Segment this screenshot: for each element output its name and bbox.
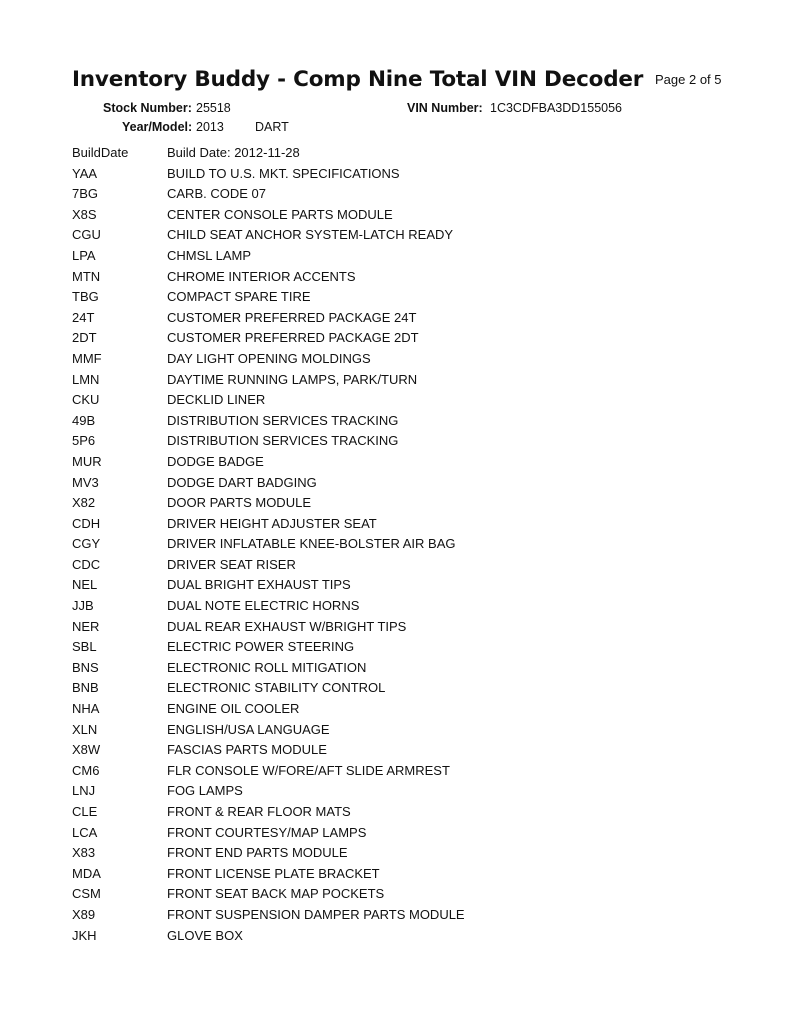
option-description: DUAL NOTE ELECTRIC HORNS	[167, 598, 360, 614]
option-row	[72, 270, 772, 291]
option-code: NHA	[72, 701, 100, 717]
option-description: DUAL REAR EXHAUST W/BRIGHT TIPS	[167, 618, 407, 634]
option-description: FRONT SUSPENSION DAMPER PARTS MODULE	[167, 906, 465, 922]
option-description: ENGLISH/USA LANGUAGE	[167, 721, 330, 737]
option-code: SBL	[72, 639, 97, 655]
option-code: MV3	[72, 474, 99, 490]
option-description: FASCIAS PARTS MODULE	[167, 742, 327, 758]
option-description: CUSTOMER PREFERRED PACKAGE 2DT	[167, 330, 419, 346]
option-row	[72, 867, 772, 888]
option-code: LCA	[72, 824, 98, 840]
option-row	[72, 228, 772, 249]
option-code: X83	[72, 845, 96, 861]
option-description: DRIVER HEIGHT ADJUSTER SEAT	[167, 515, 377, 531]
option-code: BNS	[72, 659, 99, 675]
option-row	[72, 393, 772, 414]
option-code: NEL	[72, 577, 98, 593]
option-code: LPA	[72, 247, 96, 263]
option-description: FRONT LICENSE PLATE BRACKET	[167, 865, 380, 881]
option-code: LMN	[72, 371, 100, 387]
option-row	[72, 496, 772, 517]
option-code: CLE	[72, 804, 98, 819]
stock-number-label: Stock Number:	[103, 101, 192, 115]
option-code: YAA	[72, 165, 98, 181]
option-code: CDH	[72, 515, 101, 531]
option-row	[72, 290, 772, 311]
option-code: MDA	[72, 865, 101, 881]
option-description: ENGINE OIL COOLER	[167, 701, 300, 717]
option-code: 5P6	[72, 433, 96, 449]
option-description: DISTRIBUTION SERVICES TRACKING	[167, 433, 399, 449]
option-code: BuildDate	[72, 145, 129, 160]
option-code: CSM	[72, 886, 101, 902]
option-code: MTN	[72, 268, 101, 284]
option-row	[72, 846, 772, 867]
option-row	[72, 661, 772, 682]
option-description: GLOVE BOX	[167, 927, 243, 943]
option-code: X8W	[72, 742, 101, 758]
option-row	[72, 352, 772, 373]
option-code-list	[72, 146, 772, 949]
option-description: DECKLID LINER	[167, 392, 266, 408]
option-row	[72, 826, 772, 847]
option-row	[72, 537, 772, 558]
option-description: CENTER CONSOLE PARTS MODULE	[167, 206, 393, 222]
option-code: 7BG	[72, 186, 99, 202]
option-code: X82	[72, 495, 96, 511]
option-description: CARB. CODE 07	[167, 186, 266, 202]
option-description: CUSTOMER PREFERRED PACKAGE 24T	[167, 309, 417, 325]
option-row	[72, 784, 772, 805]
option-row	[72, 702, 772, 723]
option-description: ELECTRONIC ROLL MITIGATION	[167, 659, 367, 675]
vin-number-label: VIN Number:	[407, 101, 483, 115]
vin-number-value: 1C3CDFBA3DD155056	[490, 101, 623, 115]
option-row	[72, 887, 772, 908]
option-row	[72, 331, 772, 352]
option-code: LNJ	[72, 783, 96, 799]
option-code: NER	[72, 618, 100, 634]
option-description: CHMSL LAMP	[167, 247, 252, 263]
option-description: DRIVER SEAT RISER	[167, 556, 296, 572]
option-row	[72, 311, 772, 332]
option-code: BNB	[72, 680, 99, 696]
option-row	[72, 743, 772, 764]
option-code: CGY	[72, 536, 101, 552]
option-description: CHILD SEAT ANCHOR SYSTEM-LATCH READY	[167, 227, 454, 243]
option-row	[72, 167, 772, 188]
option-code: CDC	[72, 556, 101, 572]
option-row	[72, 414, 772, 435]
option-row	[72, 723, 772, 744]
option-description: FRONT COURTESY/MAP LAMPS	[167, 824, 367, 840]
option-description: DAY LIGHT OPENING MOLDINGS	[167, 350, 371, 366]
option-row	[72, 373, 772, 394]
option-row	[72, 620, 772, 641]
option-code: XLN	[72, 721, 98, 737]
option-code: X8S	[72, 206, 97, 222]
page-number: Page 2 of 5	[655, 72, 722, 87]
option-row	[72, 558, 772, 579]
option-row	[72, 517, 772, 538]
option-row	[72, 640, 772, 661]
option-row	[72, 764, 772, 785]
option-code: MUR	[72, 453, 102, 469]
option-description: ELECTRONIC STABILITY CONTROL	[167, 680, 386, 696]
option-row	[72, 476, 772, 497]
option-code: TBG	[72, 289, 99, 305]
option-code: CGU	[72, 227, 101, 243]
option-row	[72, 578, 772, 599]
option-description: FLR CONSOLE W/FORE/AFT SLIDE ARMREST	[167, 762, 450, 778]
option-description: FRONT SEAT BACK MAP POCKETS	[167, 886, 385, 902]
option-code: X89	[72, 906, 96, 922]
option-description: DRIVER INFLATABLE KNEE-BOLSTER AIR BAG	[167, 536, 456, 552]
option-description: BUILD TO U.S. MKT. SPECIFICATIONS	[167, 165, 400, 181]
option-description: FOG LAMPS	[167, 783, 243, 799]
stock-number-value: 25518	[196, 101, 231, 115]
option-description: Build Date: 2012-11-28	[167, 145, 300, 160]
option-row	[72, 599, 772, 620]
option-description: CHROME INTERIOR ACCENTS	[167, 268, 356, 284]
option-row	[72, 434, 772, 455]
option-description: FRONT & REAR FLOOR MATS	[167, 804, 351, 819]
option-code: 24T	[72, 309, 95, 325]
option-code: MMF	[72, 350, 102, 366]
option-row	[72, 249, 772, 270]
model-value: DART	[255, 120, 289, 134]
option-description: DODGE DART BADGING	[167, 474, 317, 490]
option-description: ELECTRIC POWER STEERING	[167, 639, 355, 655]
option-code: 2DT	[72, 330, 97, 346]
option-code: JJB	[72, 598, 94, 614]
option-description: DODGE BADGE	[167, 453, 264, 469]
option-code: 49B	[72, 412, 96, 428]
option-row	[72, 455, 772, 476]
option-description: FRONT END PARTS MODULE	[167, 845, 348, 861]
option-row	[72, 146, 772, 167]
year-value: 2013	[196, 120, 224, 134]
option-row	[72, 187, 772, 208]
option-row	[72, 208, 772, 229]
year-model-label: Year/Model:	[122, 120, 193, 134]
option-description: DUAL BRIGHT EXHAUST TIPS	[167, 577, 351, 593]
option-code: JKH	[72, 927, 97, 943]
option-description: DAYTIME RUNNING LAMPS, PARK/TURN	[167, 371, 418, 387]
option-description: COMPACT SPARE TIRE	[167, 289, 311, 305]
option-row	[72, 929, 772, 950]
option-description: DOOR PARTS MODULE	[167, 495, 311, 511]
option-row	[72, 681, 772, 702]
option-row	[72, 805, 772, 826]
option-description: DISTRIBUTION SERVICES TRACKING	[167, 412, 399, 428]
page-title: Inventory Buddy - Comp Nine Total VIN Decoder	[72, 67, 644, 92]
option-code: CKU	[72, 392, 100, 408]
option-row	[72, 908, 772, 929]
option-code: CM6	[72, 762, 100, 778]
